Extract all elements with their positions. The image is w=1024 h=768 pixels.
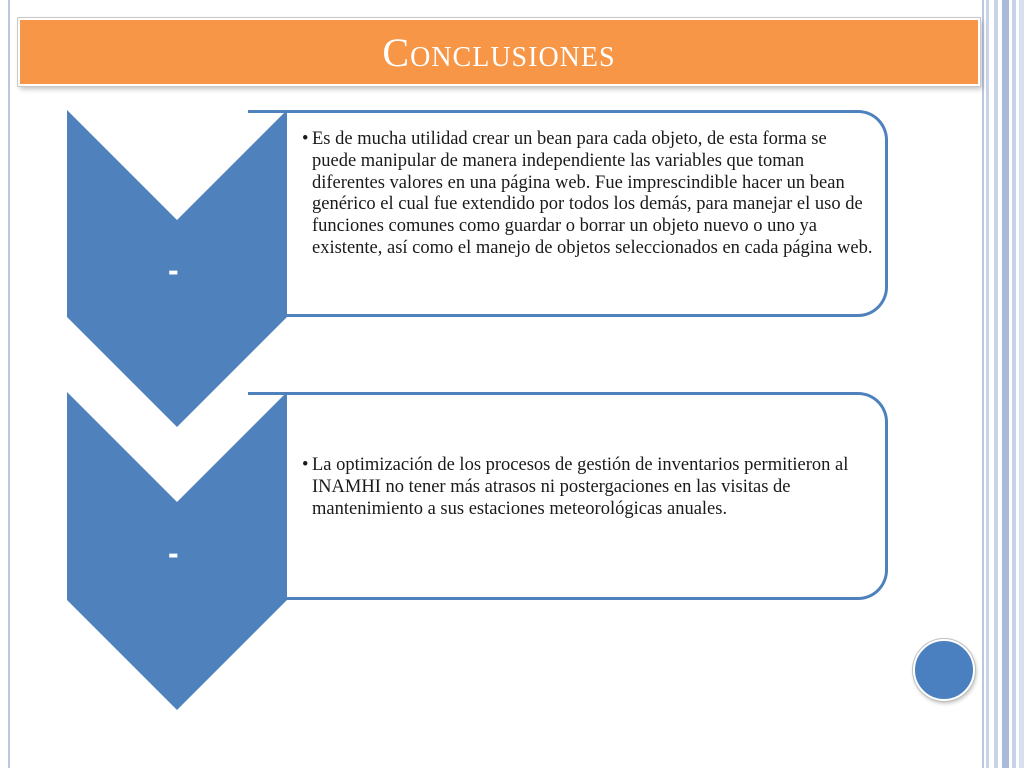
bullet-icon: •: [302, 455, 309, 475]
conclusion-body-2: La optimización de los procesos de gestión de inventarios permitieron al INAMHI no tener más atrasos ni postergaciones en las visitas de mantenimiento a sus estaciones meteorológicas anuales.: [312, 455, 849, 519]
chevron-marker-2: -: [168, 535, 179, 571]
slide-title: Conclusiones: [382, 29, 616, 75]
bullet-icon: •: [302, 129, 309, 149]
chevron-marker-1: -: [168, 252, 179, 288]
conclusion-body-1: Es de mucha utilidad crear un bean para cada objeto, de esta forma se puede manipular de manera independiente las variables que toman diferentes valores en una página web. Fue imprescindible hacer un bean genérico el cual fue extendido por todos los demás, para manejar el uso de funciones comunes como guardar o borrar un objeto nuevo o uno ya existente, así como el manejo de objetos seleccionados en cada página web.: [312, 129, 873, 258]
decorative-circle: [913, 639, 975, 701]
